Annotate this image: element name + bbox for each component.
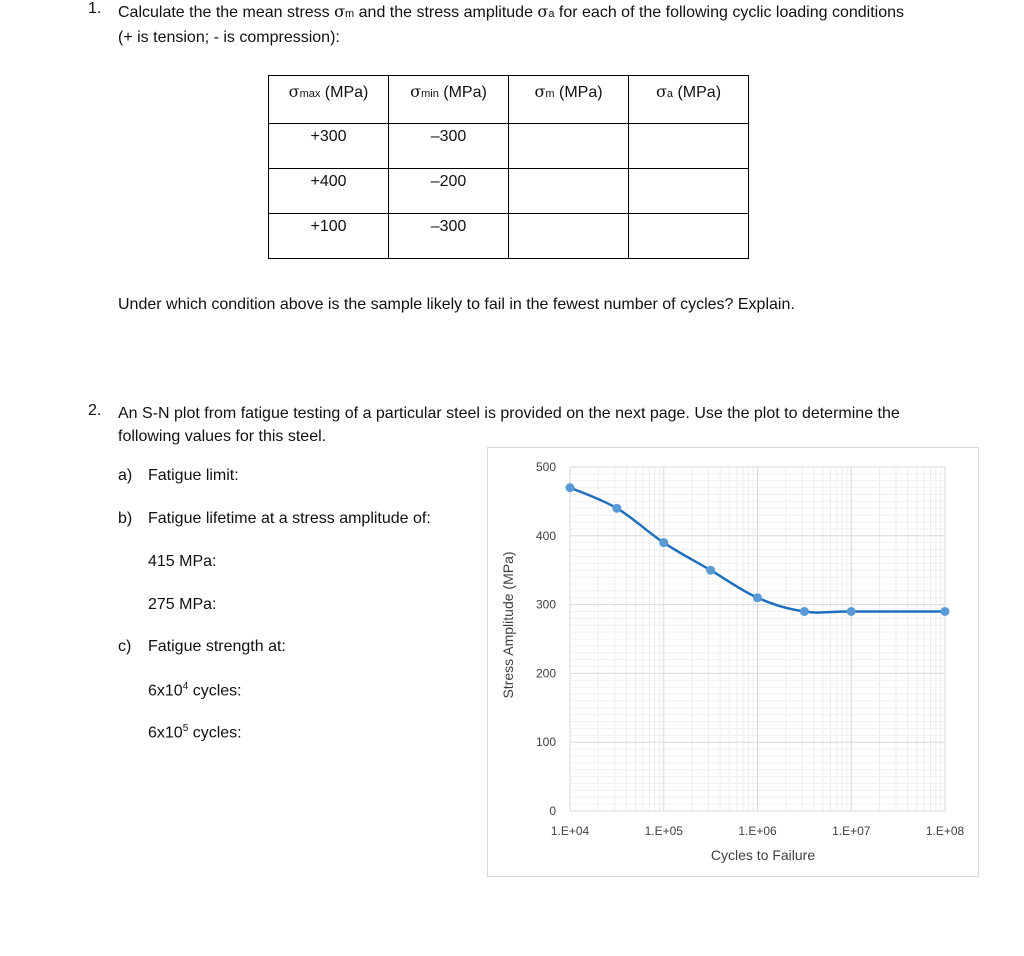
sigma-a-symbol: σ <box>537 2 549 21</box>
part-a-label: a) <box>118 467 133 484</box>
cycles-6e4-label: $6x10^4$ cycles: <box>148 681 242 700</box>
x-tick-label: 1.E+05 <box>644 824 683 838</box>
y-tick-label: 100 <box>535 735 556 750</box>
header-sigma-min: σmin (MPa) <box>389 76 509 124</box>
sigma-a-subscript: a <box>548 8 555 20</box>
cell-sigma-max: +400 <box>269 169 389 214</box>
sn-data-point <box>753 593 762 602</box>
sn-data-point <box>706 566 715 575</box>
part-c-label: c) <box>118 638 132 655</box>
q2-text-line2: following values for this steel. <box>118 428 327 445</box>
part-b-label: b) <box>118 510 133 527</box>
y-tick-label: 200 <box>535 666 556 681</box>
y-tick-label: 500 <box>535 460 556 474</box>
cell-sigma-min: –300 <box>389 124 509 169</box>
header-sigma-a: σa (MPa) <box>629 76 749 124</box>
fatigue-limit-label: Fatigue limit: <box>148 467 239 484</box>
fatigue-lifetime-label: Fatigue lifetime at a stress amplitude of: <box>148 510 431 527</box>
sn-data-point <box>612 504 621 513</box>
q1-text-line2: (+ is tension; - is compression): <box>118 29 340 46</box>
sn-data-point <box>566 483 575 492</box>
y-tick-label: 0 <box>549 804 556 818</box>
cell-sigma-min: –200 <box>389 169 509 214</box>
cell-sigma-min: –300 <box>389 214 509 259</box>
sn-data-point <box>941 607 950 616</box>
question-1-number: 1. <box>88 0 102 17</box>
x-axis-title: Cycles to Failure <box>710 847 816 863</box>
q2-text-line1: An S-N plot from fatigue testing of a particular steel is provided on the next page. Use the plot to determine the <box>118 405 900 422</box>
x-tick-label: 1.E+04 <box>550 824 590 838</box>
x-tick-label: 1.E+08 <box>925 824 965 838</box>
stress-275-label: 275 MPa: <box>148 596 217 613</box>
q1-text-a: Calculate the the mean stress <box>118 4 335 21</box>
sn-data-point <box>659 538 668 547</box>
y-axis-title: Stress Amplitude (MPa) <box>500 551 516 699</box>
q1-text-c: for each of the following cyclic loading conditions <box>554 4 904 21</box>
header-sigma-max: σmax (MPa) <box>269 76 389 124</box>
q1-followup-question: Under which condition above is the sample likely to fail in the fewest number of cycles? Explain. <box>118 296 795 313</box>
sn-data-point <box>847 607 856 616</box>
header-sigma-m: σm (MPa) <box>509 76 629 124</box>
stress-415-label: 415 MPa: <box>148 553 217 570</box>
x-tick-label: 1.E+06 <box>738 824 777 838</box>
question-2-number: 2. <box>88 402 102 419</box>
sn-data-point <box>800 607 809 616</box>
cycles-6e5-label: $6x10^5$ cycles: <box>148 723 242 742</box>
y-tick-label: 400 <box>535 528 556 543</box>
y-tick-label: 300 <box>535 597 556 612</box>
cell-sigma-max: +300 <box>269 124 389 169</box>
cell-sigma-max: +100 <box>269 214 389 259</box>
sigma-m-subscript: m <box>345 8 355 20</box>
fatigue-strength-label: Fatigue strength at: <box>148 638 286 655</box>
x-tick-label: 1.E+07 <box>832 824 871 838</box>
sigma-m-symbol: σ <box>334 2 346 21</box>
q1-text-b: and the stress amplitude <box>354 4 538 21</box>
